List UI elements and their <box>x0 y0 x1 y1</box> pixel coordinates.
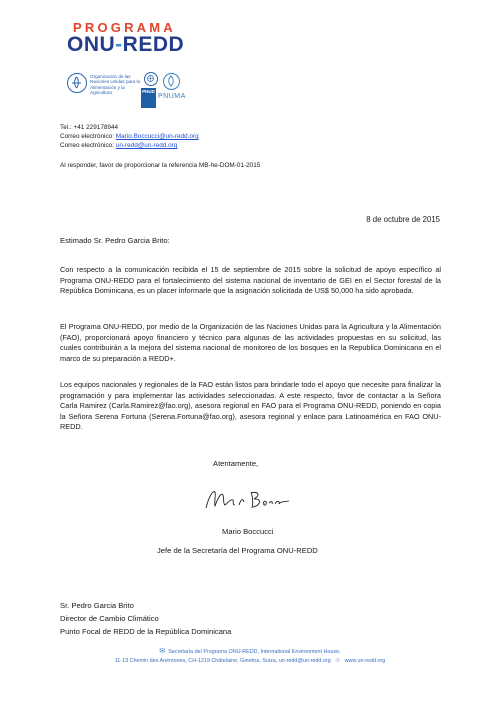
footer-address-2: 11-13 Chemin des Anémones, CH-1219 Châtelaine, Ginebra, Suiza, un-redd@un-redd.org <box>114 658 331 664</box>
footer-website-link[interactable]: www.un-redd.org <box>344 658 386 664</box>
closing: Atentamente, <box>213 459 259 468</box>
footer-address-1: Secretaría del Programa ONU-REDD, International Environment House, <box>168 649 341 655</box>
email-2-link[interactable]: un-redd@un-redd.org <box>115 142 178 149</box>
paragraph-2: El Programa ONU-REDD, por medio de la Organización de las Naciones Unidas para la Agricultura y la Alimentación (FAO), proporcionará apoyo financiero y técnico para algunas de las actividades propuestas en su solicitud, las cuales contribuirán a la mejora del sistema nacional de monitoreo de los bosques en la Republica Dominicana en el marco de su preparación a REDD+. <box>60 322 441 363</box>
email-1-link[interactable]: Mario.Boccucci@un-redd.org <box>115 133 199 140</box>
recipient-role: Director de Cambio Climático <box>60 614 159 623</box>
recipient-name: Sr. Pedro Garcia Brito <box>60 601 134 610</box>
salutation: Estimado Sr. Pedro Garcia Brito: <box>60 236 170 245</box>
logo-programa-label: PROGRAMA <box>73 20 176 35</box>
logo-title-dash: - <box>115 33 123 56</box>
logo-title <box>67 33 184 57</box>
logo-title-redd: REDD <box>122 33 185 56</box>
globe-icon: ☉ <box>335 658 341 664</box>
signatory-name: Mario Boccucci <box>222 527 274 536</box>
signatory-title: Jefe de la Secretaría del Programa ONU-REDD <box>157 546 318 555</box>
handwritten-signature <box>203 484 293 514</box>
letter-date: 8 de octubre de 2015 <box>366 215 440 224</box>
email-1-prefix: Correo electrónico: <box>60 133 116 140</box>
fao-emblem-icon <box>67 73 87 93</box>
fao-text: Organización de las Naciones Unidas para la Alimentación y la Agricultura <box>90 74 141 96</box>
contact-email-2 <box>60 142 177 151</box>
paragraph-1: Con respecto a la comunicación recibida el 15 de septiembre de 2015 sobre la solicitud de apoyo específico al Programa ONU-REDD para el fortalecimiento del sistema nacional de inventario de GEI en el Sector forestal de la República Dominicana, es un placer informarle que la asignación solicitada de US$ 50,000 ha sido aprobada. <box>60 265 441 296</box>
undp-logo: PNUD <box>141 88 156 108</box>
contact-email-1 <box>60 133 199 142</box>
unep-text: PNUMA <box>158 93 186 100</box>
recipient-org: Punto Focal de REDD de la República Dominicana <box>60 627 232 636</box>
reference-line: Al responder, favor de proporcionar la referencia MB-he-DOM-01-2015 <box>60 162 261 169</box>
un-emblem-icon <box>144 72 158 86</box>
footer-line-2 <box>40 657 460 666</box>
logo-title-onu: ONU <box>67 33 116 56</box>
footer-line-1 <box>40 647 460 657</box>
unep-emblem-icon <box>163 73 180 90</box>
email-2-prefix: Correo electrónico: <box>60 142 116 149</box>
contact-tel: Tel.: +41 229178944 <box>60 124 119 131</box>
mail-icon: ✉ <box>159 648 166 655</box>
paragraph-3: Los equipos nacionales y regionales de la FAO están listos para brindarle todo el apoyo que necesite para finalizar la programación y para implementar las actividades seleccionadas. A este respecto, favor de contactar a la Señora Carla Ramirez (Carla.Ramirez@fao.org), asesora regional en FAO para el Programa ONU-REDD, poniendo en copia la Señora Serena Fortuna (Serena.Fortuna@fao.org), asesora regional y enlace para Latinoamérica en FAO ONU-REDD. <box>60 380 441 432</box>
